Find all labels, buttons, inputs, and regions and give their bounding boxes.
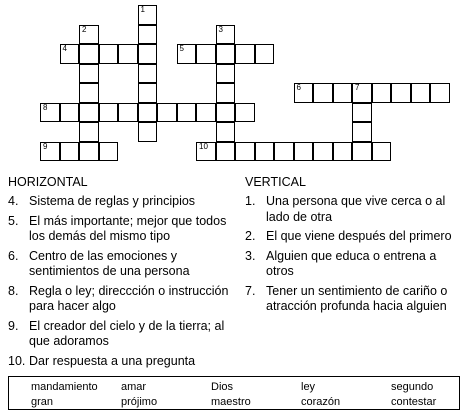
- crossword-cell[interactable]: [40, 142, 60, 162]
- crossword-cell[interactable]: [60, 44, 80, 64]
- crossword-cell[interactable]: [138, 25, 158, 45]
- clue-text: Centro de las emociones y sentimientos de una persona: [29, 248, 190, 278]
- crossword-cell[interactable]: [352, 142, 372, 162]
- crossword-cell[interactable]: [79, 25, 99, 45]
- crossword-cell[interactable]: [138, 83, 158, 103]
- vertical-clue: [245, 194, 463, 225]
- horizontal-clue: [8, 284, 230, 315]
- clue-text: Sistema de reglas y principios: [29, 194, 196, 208]
- crossword-cell[interactable]: [99, 103, 119, 123]
- word-bank-item: segundo: [391, 381, 434, 393]
- crossword-cell[interactable]: [99, 44, 119, 64]
- crossword-cell[interactable]: [79, 103, 99, 123]
- crossword-cell[interactable]: [79, 122, 99, 142]
- crossword-cell[interactable]: [235, 103, 255, 123]
- crossword-cell[interactable]: [235, 142, 255, 162]
- crossword-cell[interactable]: [118, 103, 138, 123]
- clue-number-label: 5: [179, 44, 184, 53]
- clue-number: 7.: [245, 283, 256, 298]
- crossword-cell[interactable]: [372, 83, 392, 103]
- crossword-cell[interactable]: [313, 83, 333, 103]
- crossword-cell[interactable]: [79, 64, 99, 84]
- horizontal-clues: [8, 194, 230, 373]
- word-bank-item: mandamiento: [31, 381, 98, 393]
- horizontal-clue: [8, 354, 230, 370]
- crossword-cell[interactable]: [255, 142, 275, 162]
- clue-number-label: 1: [140, 5, 145, 14]
- crossword-cell[interactable]: [216, 122, 236, 142]
- clue-text: Una persona que vive cerca o al lado de otra: [266, 194, 446, 224]
- vertical-clue: [245, 249, 463, 280]
- horizontal-clue: [8, 194, 230, 210]
- horizontal-title: HORIZONTAL: [8, 175, 88, 189]
- crossword-cell[interactable]: [79, 44, 99, 64]
- crossword-cell[interactable]: [138, 122, 158, 142]
- clue-number: 4.: [8, 194, 19, 208]
- crossword-cell[interactable]: [216, 64, 236, 84]
- clue-number-label: 6: [296, 83, 301, 92]
- crossword-cell[interactable]: [216, 142, 236, 162]
- crossword-cell[interactable]: [138, 64, 158, 84]
- crossword-cell[interactable]: [352, 83, 372, 103]
- crossword-cell[interactable]: [79, 142, 99, 162]
- word-bank-item: gran: [31, 396, 54, 408]
- vertical-title: VERTICAL: [245, 175, 306, 189]
- crossword-cell[interactable]: [294, 142, 314, 162]
- clue-number: 1.: [245, 194, 256, 208]
- crossword-cell[interactable]: [40, 103, 60, 123]
- clue-text: El que viene después del primero: [266, 229, 452, 243]
- crossword-cell[interactable]: [79, 83, 99, 103]
- word-bank-item: amar: [121, 381, 147, 393]
- crossword-cell[interactable]: [138, 44, 158, 64]
- clue-text: Tener un sentimiento de cariño o atracción profunda hacia alguien: [266, 283, 448, 313]
- crossword-cell[interactable]: [352, 103, 372, 123]
- clue-number-label: 3: [218, 24, 223, 34]
- clue-number: 5.: [8, 213, 19, 228]
- clue-number: 2.: [245, 229, 256, 243]
- word-bank: [8, 376, 460, 410]
- crossword-cell[interactable]: [196, 103, 216, 123]
- crossword-cell[interactable]: [235, 44, 255, 64]
- clue-number: 8.: [8, 283, 19, 298]
- clue-number-label: 8: [43, 102, 48, 112]
- clue-text: Alguien que educa o entrena a otros: [266, 248, 437, 278]
- crossword-cell[interactable]: [333, 142, 353, 162]
- clue-number-label: 4: [62, 44, 67, 53]
- word-bank-item: corazón: [301, 396, 341, 408]
- clue-number-label: 7: [355, 83, 360, 92]
- clue-number: 3.: [245, 248, 256, 263]
- crossword-cell[interactable]: [118, 44, 138, 64]
- crossword-cell[interactable]: [255, 44, 275, 64]
- word-bank-item: Dios: [211, 381, 234, 393]
- word-bank-item: ley: [301, 381, 316, 393]
- word-bank-item: maestro: [211, 396, 251, 408]
- crossword-cell[interactable]: [294, 83, 314, 103]
- crossword-cell[interactable]: [216, 103, 236, 123]
- vertical-clue: [245, 229, 463, 245]
- crossword-cell[interactable]: [216, 25, 236, 45]
- word-bank-item: contestar: [391, 396, 437, 408]
- clue-text: Dar respuesta a una pregunta: [29, 353, 196, 368]
- crossword-cell[interactable]: [352, 122, 372, 142]
- clue-text: El más importante; mejor que todos los demás del mismo tipo: [29, 213, 227, 243]
- crossword-cell[interactable]: [196, 44, 216, 64]
- horizontal-clue: [8, 319, 230, 350]
- vertical-clues: [245, 194, 463, 319]
- clue-number-label: 10: [199, 141, 208, 151]
- crossword-cell[interactable]: [430, 83, 450, 103]
- crossword-cell[interactable]: [216, 83, 236, 103]
- clue-number: 10.: [8, 353, 26, 368]
- crossword-cell[interactable]: [313, 142, 333, 162]
- clue-number-label: 2: [82, 24, 87, 34]
- crossword-cell[interactable]: [60, 142, 80, 162]
- crossword-cell[interactable]: [177, 103, 197, 123]
- crossword-cell[interactable]: [216, 44, 236, 64]
- crossword-cell[interactable]: [138, 103, 158, 123]
- crossword-cell[interactable]: [391, 83, 411, 103]
- crossword-cell[interactable]: [157, 103, 177, 123]
- crossword-cell[interactable]: [274, 142, 294, 162]
- crossword-cell[interactable]: [411, 83, 431, 103]
- crossword-cell[interactable]: [177, 44, 197, 64]
- clue-number: 9.: [8, 318, 19, 333]
- clue-text: El creador del cielo y de la tierra; al que adoramos: [29, 318, 225, 348]
- word-bank-item: prójimo: [121, 396, 158, 408]
- crossword-cell[interactable]: [60, 103, 80, 123]
- crossword-cell[interactable]: [196, 142, 216, 162]
- clue-number: 6.: [8, 248, 19, 263]
- crossword-cell[interactable]: [372, 142, 392, 162]
- clue-number-label: 9: [43, 141, 48, 151]
- crossword-cell[interactable]: [138, 5, 158, 25]
- horizontal-clue: [8, 249, 230, 280]
- crossword-cell[interactable]: [99, 142, 119, 162]
- horizontal-clue: [8, 214, 230, 245]
- vertical-clue: [245, 284, 463, 315]
- crossword-grid: [0, 0, 467, 170]
- crossword-cell[interactable]: [333, 83, 353, 103]
- clue-text: Regla o ley; direccción o instrucción para hacer algo: [29, 283, 229, 313]
